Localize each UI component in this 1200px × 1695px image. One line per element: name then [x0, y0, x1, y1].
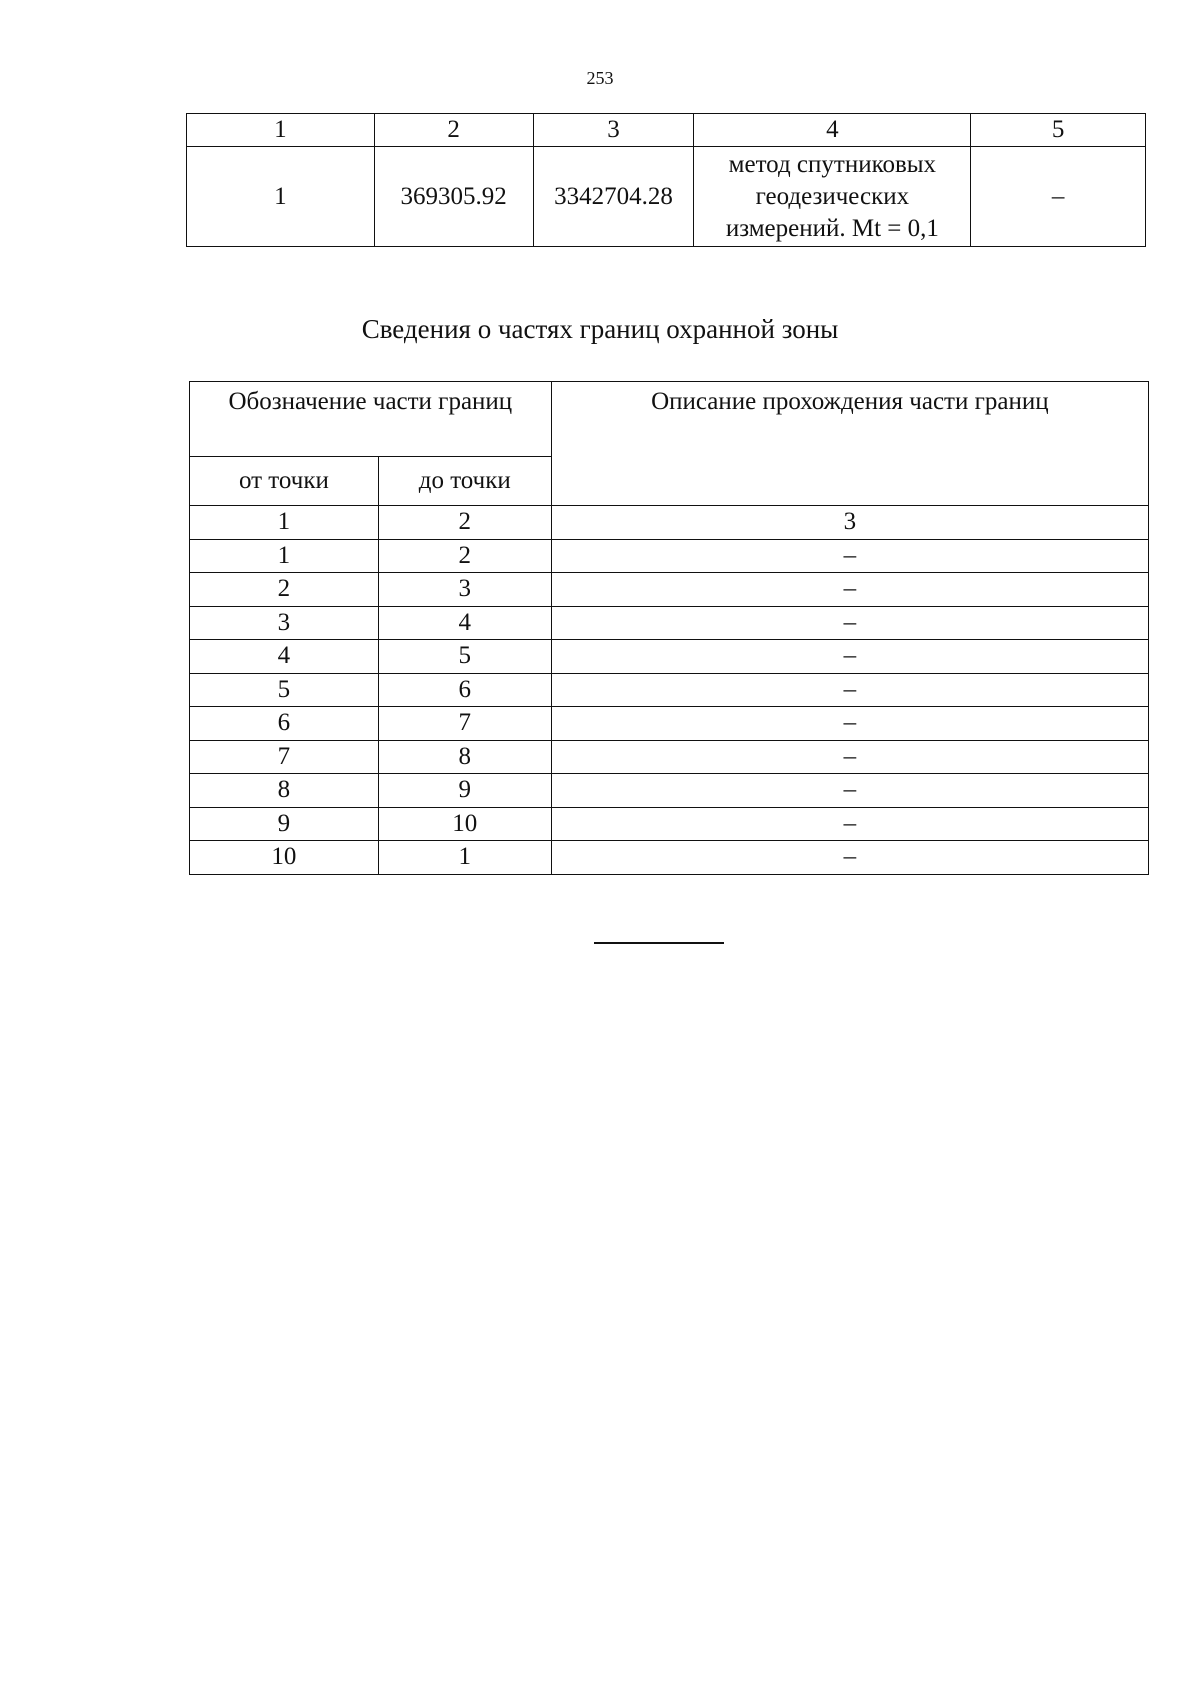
column-numbers-row [190, 506, 1149, 540]
description-cell: – [551, 573, 1148, 607]
boundary-parts-table [189, 381, 1149, 875]
x-coordinate-cell: 369305.92 [374, 147, 533, 247]
section-title: Сведения о частях границ охранной зоны [361, 314, 839, 344]
column-number-cell: 3 [551, 506, 1148, 540]
to-point-cell: 10 [378, 807, 551, 841]
from-point-cell: 5 [190, 673, 379, 707]
table-row [190, 841, 1149, 875]
to-point-cell: 9 [378, 774, 551, 808]
table-row [190, 707, 1149, 741]
table-row [190, 673, 1149, 707]
extra-info-cell: – [971, 147, 1146, 247]
from-point-cell: 4 [190, 640, 379, 674]
description-cell: – [551, 841, 1148, 875]
end-divider [594, 942, 724, 944]
description-cell: – [551, 774, 1148, 808]
from-point-cell: 10 [190, 841, 379, 875]
to-point-cell: 5 [378, 640, 551, 674]
boundary-parts-header-row [190, 382, 1149, 457]
description-cell: – [551, 807, 1148, 841]
to-point-cell: 6 [378, 673, 551, 707]
from-point-header: от точки [190, 457, 379, 506]
description-header: Описание прохождения части границ [551, 382, 1148, 506]
description-cell: – [551, 640, 1148, 674]
table-row [190, 740, 1149, 774]
column-number-cell: 4 [694, 114, 971, 147]
method-line: геодезических [755, 182, 910, 210]
to-point-cell: 8 [378, 740, 551, 774]
description-cell: – [551, 673, 1148, 707]
coordinates-table [186, 113, 1146, 247]
table-row [190, 807, 1149, 841]
measurement-method-cell [694, 147, 971, 247]
column-number-cell: 2 [378, 506, 551, 540]
to-point-header: до точки [378, 457, 551, 506]
method-line: измерений. Mt = 0,1 [725, 214, 939, 242]
table-row [190, 573, 1149, 607]
table-row [190, 539, 1149, 573]
to-point-cell: 1 [378, 841, 551, 875]
y-coordinate-cell: 3342704.28 [533, 147, 694, 247]
column-number-cell: 2 [374, 114, 533, 147]
column-number-cell: 3 [533, 114, 694, 147]
from-point-cell: 3 [190, 606, 379, 640]
method-line: метод спутниковых [728, 150, 937, 178]
table-row [190, 606, 1149, 640]
from-point-cell: 6 [190, 707, 379, 741]
from-point-cell: 9 [190, 807, 379, 841]
table-row [190, 640, 1149, 674]
from-point-cell: 8 [190, 774, 379, 808]
description-cell: – [551, 539, 1148, 573]
point-number-cell: 1 [187, 147, 375, 247]
column-number-cell: 5 [971, 114, 1146, 147]
from-point-cell: 1 [190, 539, 379, 573]
page-number: 253 [586, 68, 614, 88]
coordinates-table-header-row [187, 114, 1146, 147]
table-row [187, 147, 1146, 247]
description-cell: – [551, 740, 1148, 774]
to-point-cell: 2 [378, 539, 551, 573]
description-cell: – [551, 707, 1148, 741]
to-point-cell: 4 [378, 606, 551, 640]
description-cell: – [551, 606, 1148, 640]
to-point-cell: 7 [378, 707, 551, 741]
column-number-cell: 1 [190, 506, 379, 540]
table-row [190, 774, 1149, 808]
to-point-cell: 3 [378, 573, 551, 607]
boundary-parts-body [190, 539, 1149, 874]
column-number-cell: 1 [187, 114, 375, 147]
from-point-cell: 2 [190, 573, 379, 607]
designation-header: Обозначение части границ [190, 382, 552, 457]
from-point-cell: 7 [190, 740, 379, 774]
